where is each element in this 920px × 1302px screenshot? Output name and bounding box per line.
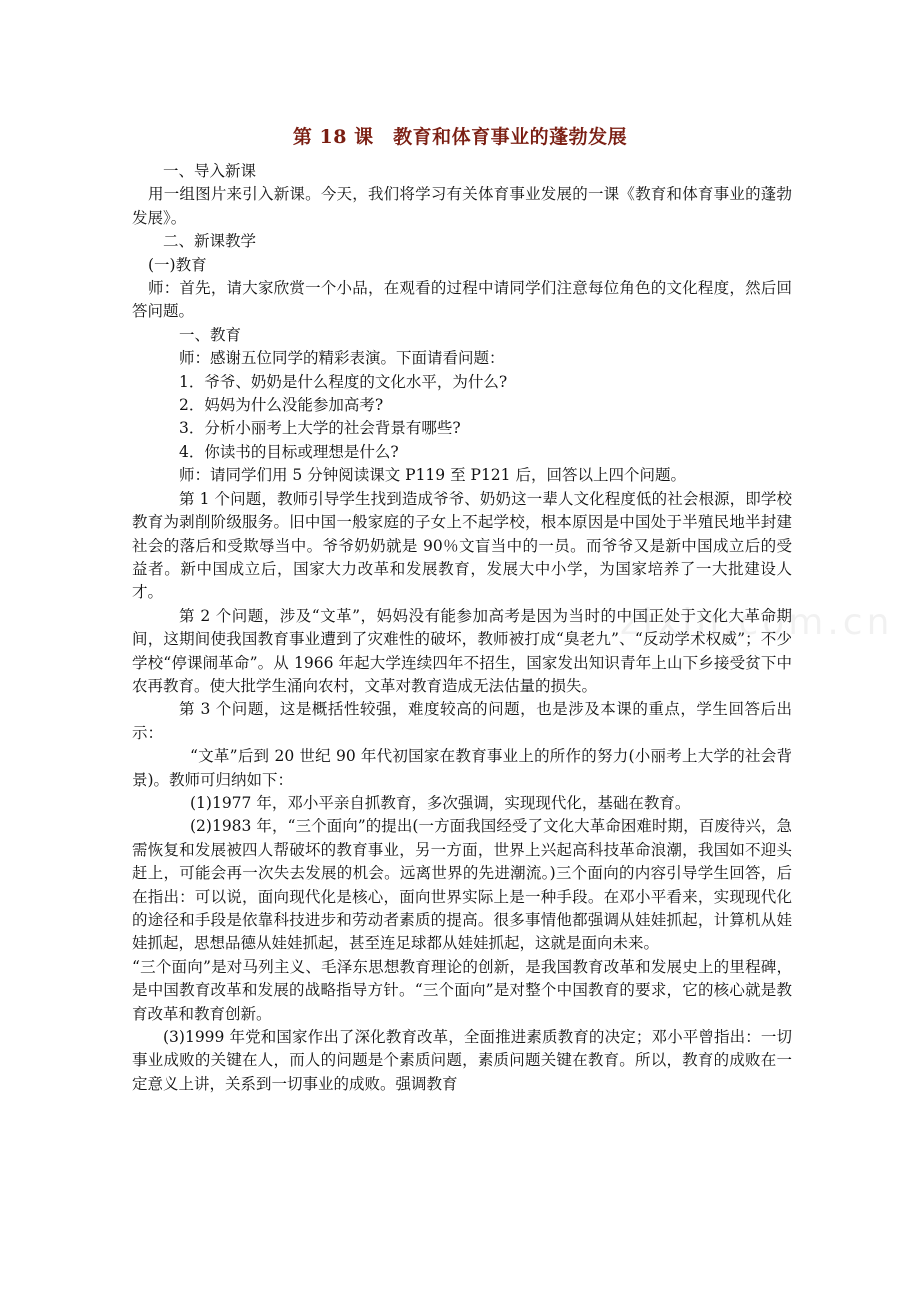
paragraph: 第 1 个问题，教师引导学生找到造成爷爷、奶奶这一辈人文化程度低的社会根源，即学校教育为剥削阶级服务。旧中国一般家庭的子女上不起学校，根本原因是中国处于半殖民地半封建社会的落后和受欺辱当中。爷爷奶奶就是 90％文盲当中的一员。而爷爷又是新中国成立后的受益者。新中国成立后，国家大力改革和发展教育，发展大中小学，为国家培养了一大批建设人才。 — [132, 489, 792, 602]
paragraph: 师：首先，请大家欣赏一个小品，在观看的过程中请同学们注意每位角色的文化程度，然后回答问题。 — [132, 279, 792, 321]
section-heading-intro: 一、导入新课 — [163, 162, 257, 180]
paragraph: “三个面向”是对马列主义、毛泽东思想教育理论的创新，是我国教育改革和发展史上的里程碑，是中国教育改革和发展的战略指导方针。“三个面向”是对整个中国教育的要求，它的核心就是教育改革和教育创新。 — [132, 957, 792, 1023]
paragraph: 用一组图片来引入新课。今天，我们将学习有关体育事业发展的一课《教育和体育事业的蓬勃发展》。 — [132, 185, 792, 227]
question-item: 4．你读书的目标或理想是什么? — [179, 442, 399, 461]
subsection-heading-education: (一)教育 — [148, 255, 207, 274]
section-heading-teaching: 二、新课教学 — [163, 232, 257, 251]
paragraph: 师：请同学们用 5 分钟阅读课文 P119 至 P121 后，回答以上四个问题。 — [179, 466, 686, 485]
list-item: (2)1983 年，“三个面向”的提出(一方面我国经受了文化大革命困难时期，百废待兴，急需恢复和发展被四人帮破坏的教育事业，另一方面，世界上兴起高科技革命浪潮，我国如不迎头赶上，可能会再一次失去发展的机会。远离世界的先进潮流。)三个面向的内容引导学生回答，后在指出：可以说，面向现代化是核心，面向世界实际上是一种手段。在邓小平看来，实现现代化的途径和手段是依靠科技进步和劳动者素质的提高。很多事情他都强调从娃娃抓起，计算机从娃娃抓起，思想品德从娃娃抓起，甚至连足球都从娃娃抓起，这就是面向未来。 — [132, 817, 792, 953]
question-item: 2．妈妈为什么没能参加高考? — [179, 396, 384, 415]
paragraph: “文革”后到 20 世纪 90 年代初国家在教育事业上的所作的努力(小丽考上大学的社会背景)。教师可归纳如下： — [132, 747, 792, 789]
lesson-title: 第 18 课 教育和体育事业的蓬勃发展 — [292, 126, 628, 148]
list-item: (3)1999 年党和国家作出了深化教育改革，全面推进素质教育的决定；邓小平曾指出：一切事业成败的关键在人，而人的问题是个素质问题，素质问题关键在教育。所以，教育的成败在一定意义上讲，关系到一切事业的成败。强调教育 — [132, 1028, 792, 1093]
watermark: zixin.com.cn — [620, 602, 894, 643]
question-item: 1．爷爷、奶奶是什么程度的文化水平，为什么? — [179, 372, 508, 391]
paragraph: 第 3 个问题，这是概括性较强，难度较高的问题，也是涉及本课的重点，学生回答后出示： — [132, 700, 792, 742]
paragraph: 师：感谢五位同学的精彩表演。下面请看问题： — [179, 349, 505, 368]
list-item: (1)1977 年，邓小平亲自抓教育，多次强调，实现现代化，基础在教育。 — [190, 793, 691, 812]
subsection-heading: 一、教育 — [179, 325, 242, 344]
question-item: 3．分析小丽考上大学的社会背景有哪些? — [179, 419, 461, 438]
paragraph: 第 2 个问题，涉及“文革”，妈妈没有能参加高考是因为当时的中国正处于文化大革命期间，这期间使我国教育事业遭到了灾难性的破坏，教师被打成“臭老九”、“反动学术权威”；不少学校“停课闹革命”。从 1966 年起大学连续四年不招生，国家发出知识青年上山下乡接受贫下中农再教育。使大批学生涌向农村，文革对教育造成无法估量的损失。 — [132, 606, 792, 695]
document-body — [132, 160, 792, 1096]
